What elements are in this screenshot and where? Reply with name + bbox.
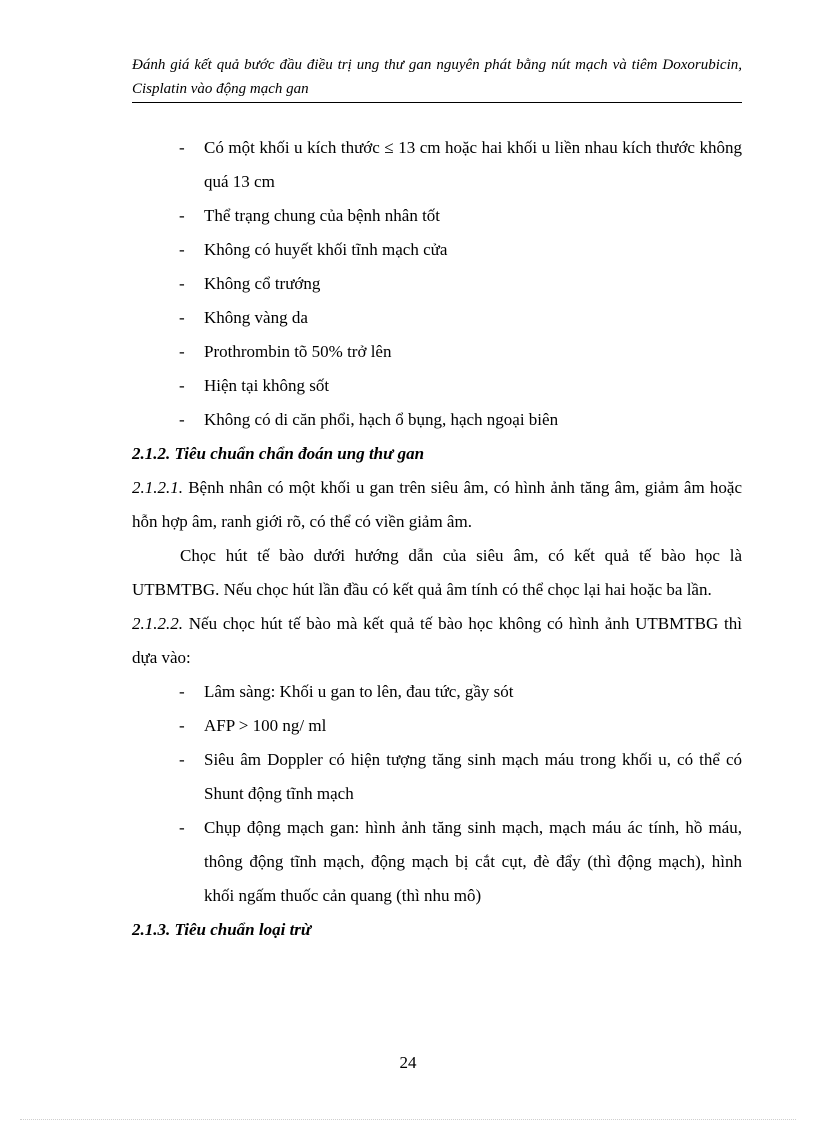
list-item bbox=[132, 131, 742, 199]
list-item bbox=[132, 335, 742, 369]
list-item-text: Hiện tại không sốt bbox=[204, 376, 330, 395]
paragraph-2-1-2-2 bbox=[132, 607, 742, 675]
list-item bbox=[132, 369, 742, 403]
header-rule bbox=[132, 102, 742, 103]
paragraph-text: Bệnh nhân có một khối u gan trên siêu âm, có hình ảnh tăng âm, giảm âm hoặc hỗn hợp âm, ranh giới rõ, có thể có viền giảm âm. bbox=[132, 478, 742, 531]
list-item-text: Không có di căn phổi, hạch ổ bụng, hạch ngoại biên bbox=[204, 410, 559, 429]
paragraph-2-1-2-1 bbox=[132, 471, 742, 539]
section-heading-2-1-3: 2.1.3. Tiêu chuẩn loại trừ bbox=[132, 920, 312, 939]
subsection-number: 2.1.2.2. bbox=[132, 614, 183, 633]
list-item-text: Chụp động mạch gan: hình ảnh tăng sinh mạch, mạch máu ác tính, hồ máu, thông động tĩnh mạch, động mạch bị cắt cụt, đè đẩy (thì động mạch), hình khối ngấm thuốc cản quang (thì nhu mô) bbox=[204, 818, 742, 905]
paragraph-choc-hut: Chọc hút tế bào dưới hướng dẫn của siêu âm, có kết quả tế bào học là UTBMTBG. Nếu chọc hút lần đầu có kết quả âm tính có thể chọc lại hai hoặc ba lần. bbox=[132, 546, 742, 599]
list-item-text: Thể trạng chung của bệnh nhân tốt bbox=[204, 206, 441, 225]
list-item bbox=[132, 811, 742, 913]
list-item-text: Không có huyết khối tĩnh mạch cửa bbox=[204, 240, 448, 259]
section-heading-2-1-2: 2.1.2. Tiêu chuẩn chẩn đoán ung thư gan bbox=[132, 444, 425, 463]
list-item bbox=[132, 403, 742, 437]
list-item-text: Không cổ trướng bbox=[204, 274, 321, 293]
bullet-dash: - bbox=[179, 274, 185, 293]
bullet-dash: - bbox=[179, 376, 185, 395]
bullet-dash: - bbox=[179, 342, 185, 361]
list-item bbox=[132, 199, 742, 233]
list-item-text: Prothrombin tõ 50% trở lên bbox=[204, 342, 392, 361]
bullet-dash: - bbox=[179, 138, 185, 157]
bullet-dash: - bbox=[179, 206, 185, 225]
bullet-dash: - bbox=[179, 750, 185, 769]
bullet-dash: - bbox=[179, 818, 185, 837]
list-item bbox=[132, 233, 742, 267]
bullet-dash: - bbox=[179, 308, 185, 327]
list-item bbox=[132, 301, 742, 335]
list-item bbox=[132, 743, 742, 811]
list-item-text: AFP > 100 ng/ ml bbox=[204, 716, 327, 735]
document-body bbox=[132, 131, 742, 947]
running-header: Đánh giá kết quả bước đầu điều trị ung thư gan nguyên phát bằng nút mạch và tiêm Doxorubicin, Cisplatin vào động mạch gan bbox=[132, 57, 742, 97]
list-item bbox=[132, 709, 742, 743]
bullet-dash: - bbox=[179, 682, 185, 701]
bullet-dash: - bbox=[179, 240, 185, 259]
page-number: 24 bbox=[399, 1053, 417, 1072]
list-item-text: Không vàng da bbox=[204, 308, 308, 327]
list-item bbox=[132, 267, 742, 301]
subsection-number: 2.1.2.1. bbox=[132, 478, 183, 497]
list-item-text: Lâm sàng: Khối u gan to lên, đau tức, gầy sót bbox=[204, 682, 514, 701]
paragraph-text: Nếu chọc hút tế bào mà kết quả tế bào học không có hình ảnh UTBMTBG thì dựa vào: bbox=[132, 614, 742, 667]
bullet-dash: - bbox=[179, 716, 185, 735]
page-bottom-rule bbox=[20, 1119, 796, 1120]
list-item bbox=[132, 675, 742, 709]
bullet-dash: - bbox=[179, 410, 185, 429]
list-item-text: Có một khối u kích thước ≤ 13 cm hoặc hai khối u liền nhau kích thước không quá 13 cm bbox=[204, 138, 742, 191]
list-item-text: Siêu âm Doppler có hiện tượng tăng sinh mạch máu trong khối u, có thể có Shunt động tĩnh mạch bbox=[204, 750, 742, 803]
